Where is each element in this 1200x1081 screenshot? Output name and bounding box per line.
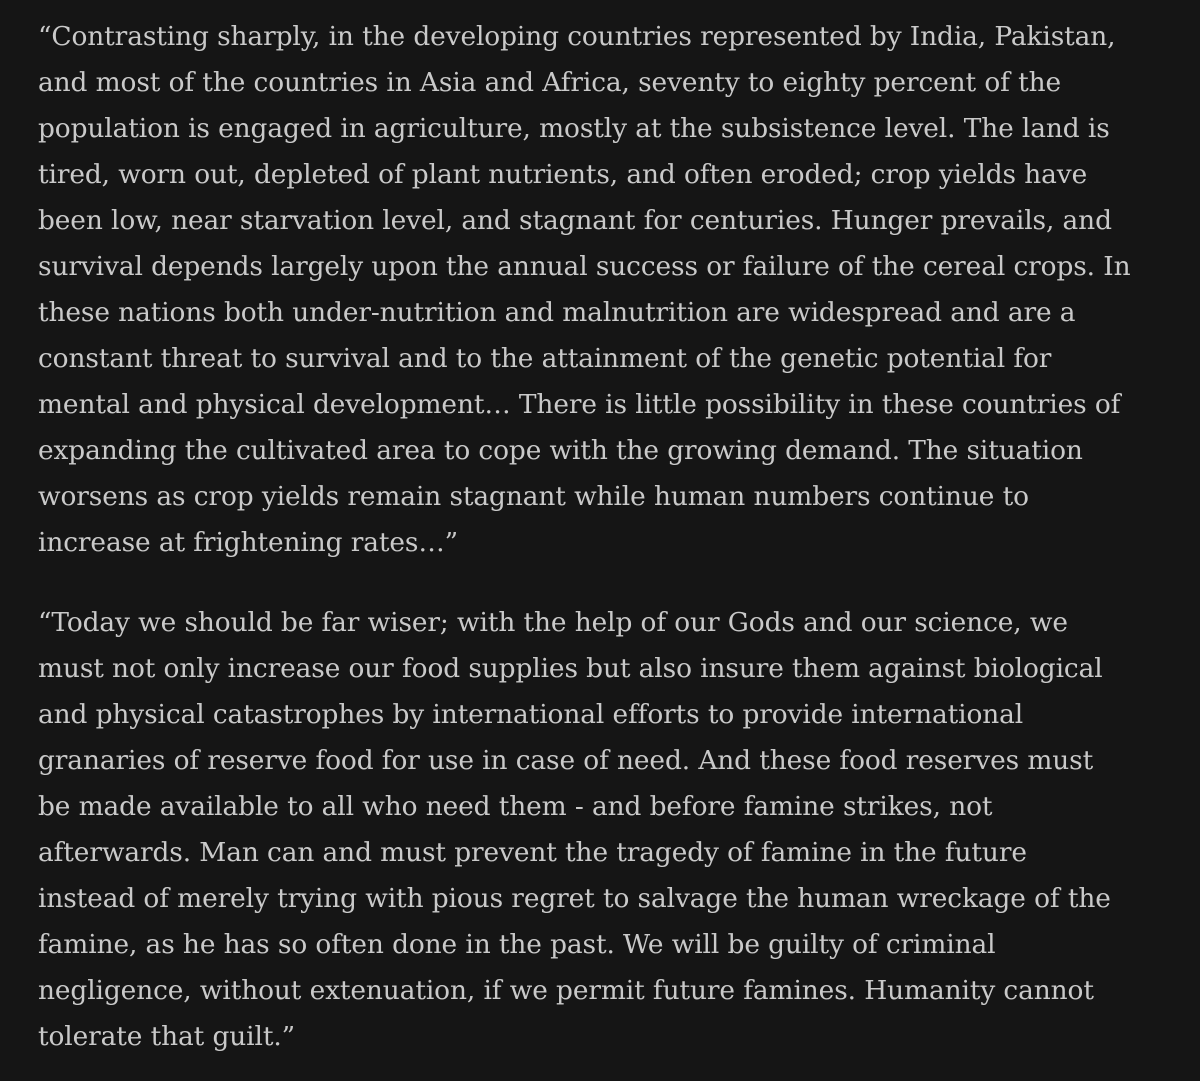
quote-line: worsens as crop yields remain stagnant while human numbers continue to bbox=[38, 481, 1029, 512]
quote-line: increase at frightening rates…” bbox=[38, 527, 459, 558]
quote-paragraph-1 bbox=[38, 14, 1170, 566]
quote-line: be made available to all who need them - and before famine strikes, not bbox=[38, 791, 993, 822]
quote-line: these nations both under-nutrition and malnutrition are widespread and are a bbox=[38, 297, 1076, 328]
quote-line: survival depends largely upon the annual success or failure of the cereal crops. In bbox=[38, 251, 1131, 282]
quote-line: afterwards. Man can and must prevent the tragedy of famine in the future bbox=[38, 837, 1027, 868]
quote-line: “Contrasting sharply, in the developing countries represented by India, Pakistan, bbox=[38, 21, 1116, 52]
quote-line: mental and physical development… There is little possibility in these countries of bbox=[38, 389, 1121, 420]
quote-line: “Today we should be far wiser; with the help of our Gods and our science, we bbox=[38, 607, 1068, 638]
quote-line: and most of the countries in Asia and Africa, seventy to eighty percent of the bbox=[38, 67, 1062, 98]
quote-line: instead of merely trying with pious regret to salvage the human wreckage of the bbox=[38, 883, 1111, 914]
quote-line: been low, near starvation level, and stagnant for centuries. Hunger prevails, and bbox=[38, 205, 1112, 236]
quote-line: tired, worn out, depleted of plant nutrients, and often eroded; crop yields have bbox=[38, 159, 1088, 190]
quote-line: constant threat to survival and to the attainment of the genetic potential for bbox=[38, 343, 1052, 374]
quote-line: granaries of reserve food for use in case of need. And these food reserves must bbox=[38, 745, 1094, 776]
quote-line: must not only increase our food supplies but also insure them against biological bbox=[38, 653, 1103, 684]
quote-line: and physical catastrophes by international efforts to provide international bbox=[38, 699, 1024, 730]
quote-line: expanding the cultivated area to cope with the growing demand. The situation bbox=[38, 435, 1083, 466]
quote-line: tolerate that guilt.” bbox=[38, 1021, 296, 1052]
quote-paragraph-2 bbox=[38, 600, 1170, 1060]
quote-line: famine, as he has so often done in the past. We will be guilty of criminal bbox=[38, 929, 996, 960]
quote-line: negligence, without extenuation, if we permit future famines. Humanity cannot bbox=[38, 975, 1094, 1006]
quote-line: population is engaged in agriculture, mostly at the subsistence level. The land is bbox=[38, 113, 1110, 144]
